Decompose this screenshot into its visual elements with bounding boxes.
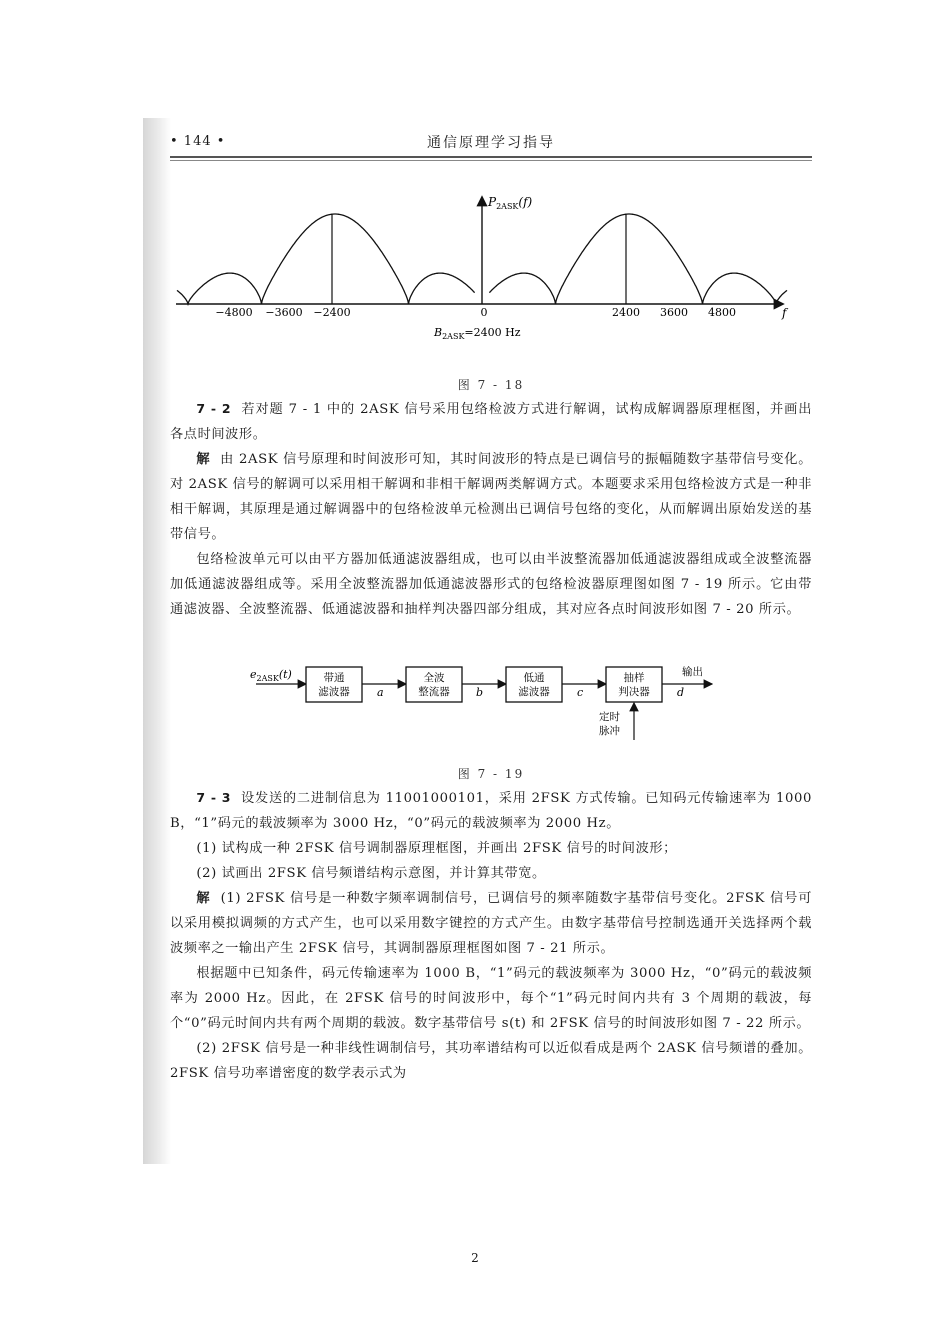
- question-number: 7 - 3: [196, 790, 232, 805]
- solution-7-3-p2: 根据题中已知条件，码元传输速率为 1000 B，“1”码元的载波频率为 3000 Hz，“0”码元的载波频率为 2000 Hz。因此，在 2FSK 信号的时间波形中，每个“1”码元时间内共有 3 个周期的载波，每个“0”码元时间内共有两个周期的载波。数字基带信号 s(t) 和 2FSK 信号的时间波形如图 7 - 22 所示。: [170, 966, 812, 1031]
- question-7-3-sub1: (1) 试构成一种 2FSK 信号调制器原理框图，并画出 2FSK 信号的时间波形；: [196, 841, 677, 856]
- tick-label: −3600: [265, 306, 303, 319]
- point-d: d: [677, 686, 685, 699]
- solution-7-2-p2: 包络检波单元可以由平方器加低通滤波器组成，也可以由半波整流器加低通滤波器组成或全波整流器加低通滤波器组成等。采用全波整流器加低通滤波器形式的包络检波器原理图如图 7 - 19 所示。它由带通滤波器、全波整流器、低通滤波器和抽样判决器四部分组成，其对应各点时间波形如图 7 - 20 所示。: [170, 552, 812, 617]
- solution-7-2-p1: 解 由 2ASK 信号原理和时间波形可知，其时间波形的特点是已调信号的振幅随数字基带信号变化。对 2ASK 信号的解调可以采用相干解调和非相干解调两类解调方式。本题要求采用包络检波方式是一种非相干解调，其原理是通过解调器中的包络检波单元检测出已调信号包络的变化，从而解调出原始发送的基带信号。: [170, 452, 812, 542]
- solution-label: 解: [196, 452, 211, 467]
- svg-text:滤波器: 滤波器: [318, 686, 350, 698]
- svg-text:全波: 全波: [423, 672, 445, 684]
- tick-label: 0: [480, 306, 488, 319]
- output-label: 输出: [682, 666, 703, 678]
- figure-7-18-caption: 图 7 - 18: [457, 378, 525, 392]
- tick-label: 2400: [612, 306, 640, 319]
- svg-text:滤波器: 滤波器: [518, 686, 550, 698]
- question-7-2: 7 - 2 若对题 7 - 1 中的 2ASK 信号采用包络检波方式进行解调，试构成解调器原理框图，并画出各点时间波形。: [170, 401, 812, 442]
- question-7-3: 7 - 3 设发送的二进制信息为 11001000101，采用 2FSK 方式传输。已知码元传输速率为 1000 B，“1”码元的载波频率为 3000 Hz，“0”码元的载波频率为 2000 Hz。: [170, 790, 812, 831]
- x-axis-label: f: [782, 306, 787, 320]
- question-7-3-block: [170, 785, 812, 1086]
- point-c: c: [577, 686, 584, 699]
- svg-text:抽样: 抽样: [623, 672, 645, 684]
- question-7-2-block: [170, 396, 812, 622]
- svg-text:带通: 带通: [323, 672, 345, 684]
- point-b: b: [476, 686, 484, 699]
- solution-7-3-p3: (2) 2FSK 信号是一种非线性调制信号，其功率谱结构可以近似看成是两个 2ASK 信号频谱的叠加。2FSK 信号功率谱密度的数学表示式为: [170, 1041, 812, 1081]
- svg-text:低通: 低通: [523, 672, 545, 684]
- solution-label: 解: [196, 891, 211, 906]
- figure-7-19-block-diagram: [250, 658, 730, 748]
- scan-shadow: [143, 118, 171, 1164]
- svg-text:整流器: 整流器: [418, 686, 450, 698]
- bandwidth-label: $B_{2ASK}=2400$ Hz: [434, 326, 521, 341]
- y-axis-label: $P_{2ASK}(f)$: [488, 195, 533, 211]
- solution-7-3-p1: 解 (1) 2FSK 信号是一种数字频率调制信号，已调信号的频率随数字基带信号变化。2FSK 信号可以采用模拟调频的方式产生，也可以采用数字键控的方式产生。由数字基带信号控制选通开关选择两个载波频率之一输出产生 2FSK 信号，其调制器原理框图如图 7 - 21 所示。: [170, 891, 813, 956]
- tick-label: 3600: [660, 306, 688, 319]
- tick-label: 4800: [708, 306, 736, 319]
- figure-7-18-spectrum: [170, 188, 812, 348]
- tick-label: −2400: [313, 306, 351, 319]
- svg-text:脉冲: 脉冲: [599, 725, 620, 737]
- page-header: [170, 132, 812, 156]
- question-number: 7 - 2: [196, 401, 232, 416]
- figure-7-19-caption: 图 7 - 19: [457, 767, 525, 781]
- spectrum-curve-right: [489, 214, 787, 304]
- timing-pulse-label: 定时: [599, 711, 620, 723]
- spectrum-curve-left: [177, 214, 475, 304]
- tick-label: −4800: [215, 306, 253, 319]
- header-rule-thin: [170, 160, 812, 161]
- page-number: • 144 •: [170, 134, 226, 149]
- input-signal-label: $e_{2ASK}(t)$: [250, 668, 292, 683]
- question-7-3-sub2: (2) 试画出 2FSK 信号频谱结构示意图，并计算其带宽。: [196, 866, 546, 881]
- svg-text:判决器: 判决器: [618, 686, 650, 698]
- header-rule: [170, 156, 812, 158]
- book-title: 通信原理学习指导: [427, 135, 555, 151]
- footer-page-number: 2: [471, 1251, 479, 1265]
- point-a: a: [377, 686, 384, 699]
